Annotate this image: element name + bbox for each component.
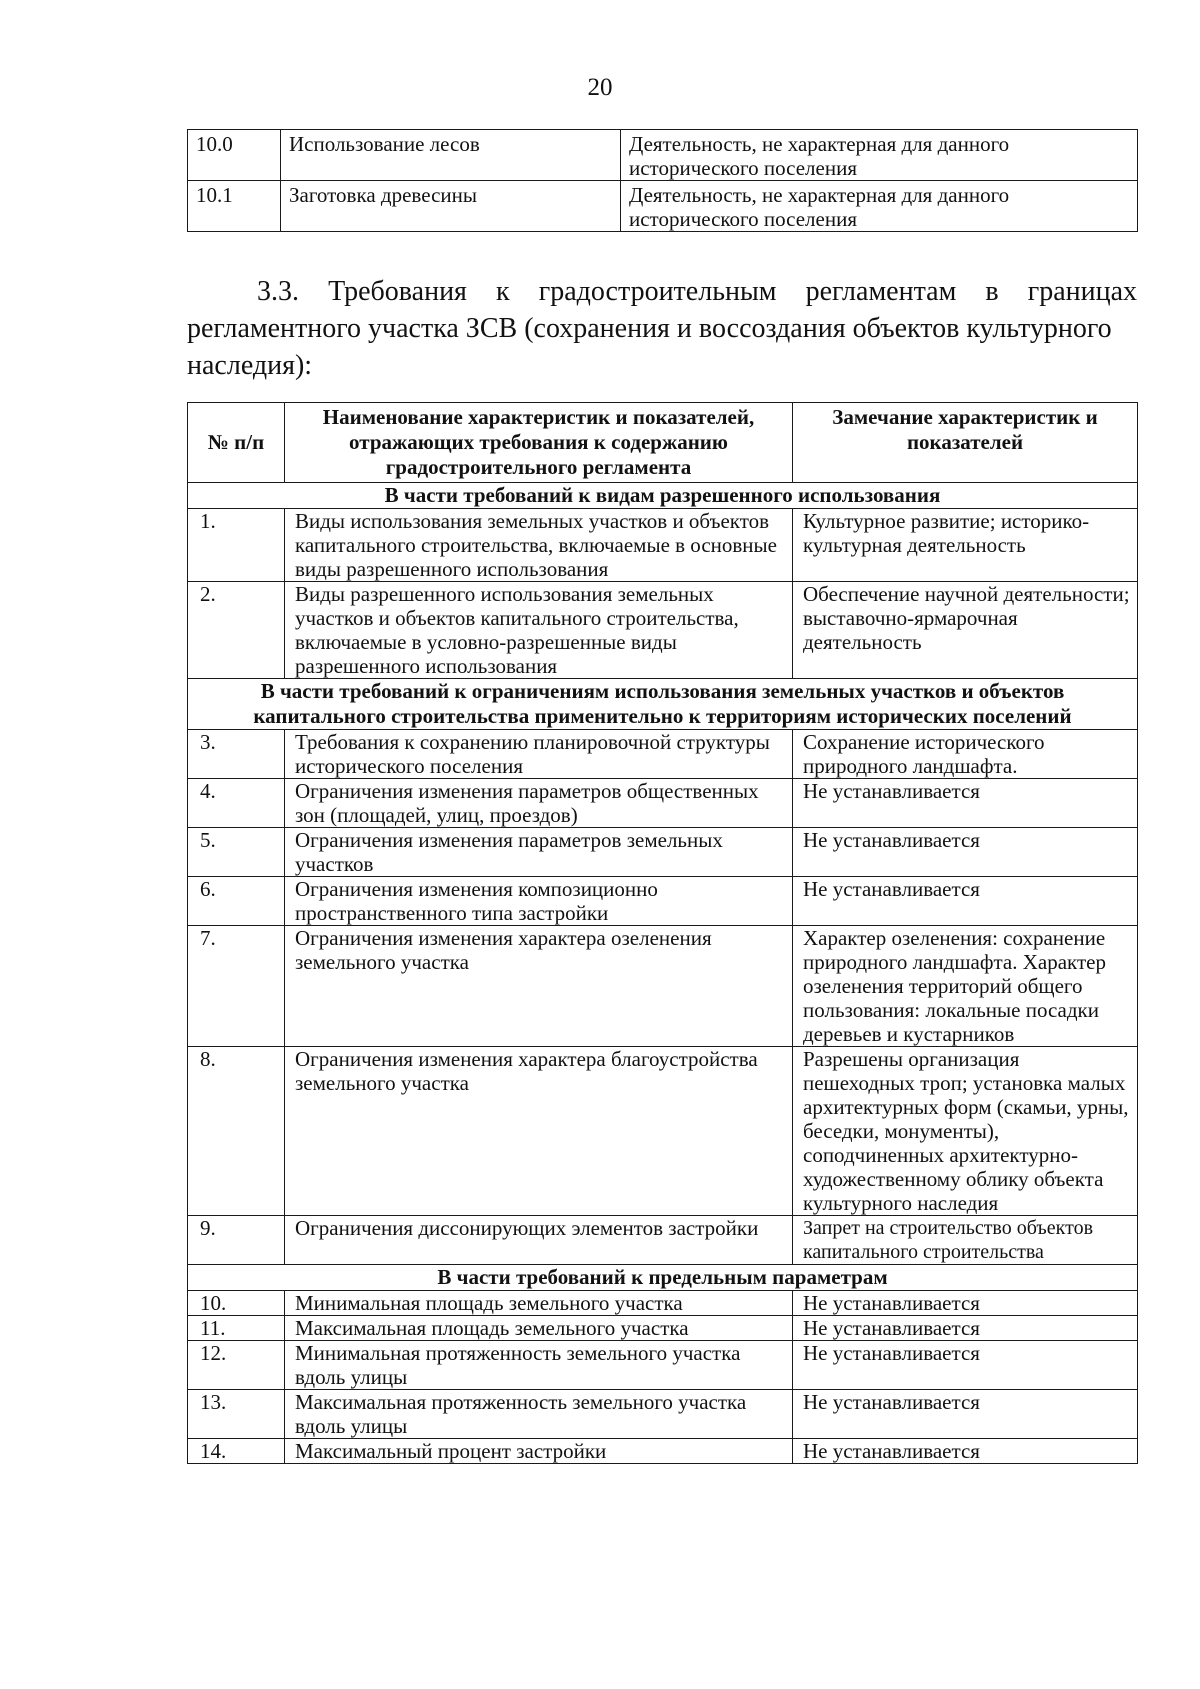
section-row	[188, 679, 1138, 730]
table-row	[188, 1439, 1138, 1464]
row-name: Требования к сохранению планировочной структуры исторического поселения	[285, 730, 793, 779]
table-row	[188, 509, 1138, 582]
row-number: 13.	[188, 1390, 285, 1439]
header-name: Наименование характеристик и показателей, отражающих требования к содержанию градостроительного регламента	[285, 403, 793, 483]
row-note: Обеспечение научной деятельности; выставочно-ярмарочная деятельность	[793, 582, 1138, 679]
row-note: Не устанавливается	[793, 1390, 1138, 1439]
table-row	[188, 877, 1138, 926]
row-note: Не устанавливается	[793, 1291, 1138, 1316]
row-name: Виды использования земельных участков и объектов капитального строительства, включаемые в основные виды разрешенного использования	[285, 509, 793, 582]
header-note: Замечание характеристик и показателей	[793, 403, 1138, 483]
row-note: Не устанавливается	[793, 828, 1138, 877]
row-note: Не устанавливается	[793, 779, 1138, 828]
row-code: 10.1	[188, 181, 281, 232]
table-row	[188, 1316, 1138, 1341]
row-number: 4.	[188, 779, 285, 828]
row-number: 10.	[188, 1291, 285, 1316]
section-row	[188, 1265, 1138, 1291]
row-name: Ограничения изменения характера благоустройства земельного участка	[285, 1047, 793, 1216]
table-row	[188, 1291, 1138, 1316]
row-note: Культурное развитие; историко-культурная деятельность	[793, 509, 1138, 582]
table-row	[188, 1216, 1138, 1265]
row-name: Виды разрешенного использования земельных участков и объектов капитального строительства, включаемые в условно-разрешенные виды разрешенного использования	[285, 582, 793, 679]
row-note: Не устанавливается	[793, 1316, 1138, 1341]
table-row	[188, 1341, 1138, 1390]
land-use-table	[187, 129, 1138, 232]
row-description: Деятельность, не характерная для данного исторического поселения	[621, 130, 1138, 181]
row-name: Заготовка древесины	[281, 181, 621, 232]
row-name: Ограничения изменения параметров земельных участков	[285, 828, 793, 877]
row-description: Деятельность, не характерная для данного исторического поселения	[621, 181, 1138, 232]
paragraph-line-last: наследия):	[187, 350, 313, 381]
row-note: Не устанавливается	[793, 1341, 1138, 1390]
section-row	[188, 483, 1138, 509]
row-name: Максимальный процент застройки	[285, 1439, 793, 1464]
regulations-table	[187, 402, 1138, 1464]
table-row	[188, 582, 1138, 679]
section-title: В части требований к предельным параметрам	[188, 1265, 1138, 1291]
section-title: В части требований к видам разрешенного использования	[188, 483, 1138, 509]
row-note: Сохранение исторического природного ландшафта.	[793, 730, 1138, 779]
row-name: Максимальная площадь земельного участка	[285, 1316, 793, 1341]
row-number: 12.	[188, 1341, 285, 1390]
row-number: 2.	[188, 582, 285, 679]
table-row	[188, 1390, 1138, 1439]
row-number: 6.	[188, 877, 285, 926]
row-name: Ограничения изменения характера озеленения земельного участка	[285, 926, 793, 1047]
row-name: Максимальная протяженность земельного участка вдоль улицы	[285, 1390, 793, 1439]
table-row	[188, 130, 1138, 181]
page-number: 20	[587, 74, 613, 101]
table-header-row	[188, 403, 1138, 483]
table-row	[188, 828, 1138, 877]
row-number: 11.	[188, 1316, 285, 1341]
row-name: Ограничения изменения параметров общественных зон (площадей, улиц, проездов)	[285, 779, 793, 828]
row-note: Не устанавливается	[793, 877, 1138, 926]
row-note: Не устанавливается	[793, 1439, 1138, 1464]
row-number: 8.	[188, 1047, 285, 1216]
row-number: 9.	[188, 1216, 285, 1265]
table-row	[188, 181, 1138, 232]
row-name: Ограничения изменения композиционно пространственного типа застройки	[285, 877, 793, 926]
row-code: 10.0	[188, 130, 281, 181]
table-row	[188, 926, 1138, 1047]
row-number: 7.	[188, 926, 285, 1047]
row-name: Использование лесов	[281, 130, 621, 181]
row-number: 1.	[188, 509, 285, 582]
row-note: Разрешены организация пешеходных троп; установка малых архитектурных форм (скамьи, урны, беседки, монументы), соподчиненных архитектурно-художественному облику объекта культурного наследия	[793, 1047, 1138, 1216]
row-number: 14.	[188, 1439, 285, 1464]
paragraph-line: 3.3. Требования к градостроительным регламентам в границах регламентного участка ЗСВ (сохранения и воссоздания объектов культурного	[187, 276, 1137, 344]
table-row	[188, 1047, 1138, 1216]
section-title: В части требований к ограничениям использования земельных участков и объектов капитального строительства применительно к территориям исторических поселений	[188, 679, 1138, 730]
row-note: Характер озеленения: сохранение природного ландшафта. Характер озеленения территорий общего пользования: локальные посадки деревьев и кустарников	[793, 926, 1138, 1047]
row-number: 5.	[188, 828, 285, 877]
table-row	[188, 730, 1138, 779]
row-name: Ограничения диссонирующих элементов застройки	[285, 1216, 793, 1265]
row-note: Запрет на строительство объектов капитального строительства	[793, 1216, 1138, 1265]
row-number: 3.	[188, 730, 285, 779]
row-name: Минимальная площадь земельного участка	[285, 1291, 793, 1316]
section-paragraph	[187, 273, 1137, 384]
table-row	[188, 779, 1138, 828]
row-name: Минимальная протяженность земельного участка вдоль улицы	[285, 1341, 793, 1390]
header-num: № п/п	[188, 403, 285, 483]
